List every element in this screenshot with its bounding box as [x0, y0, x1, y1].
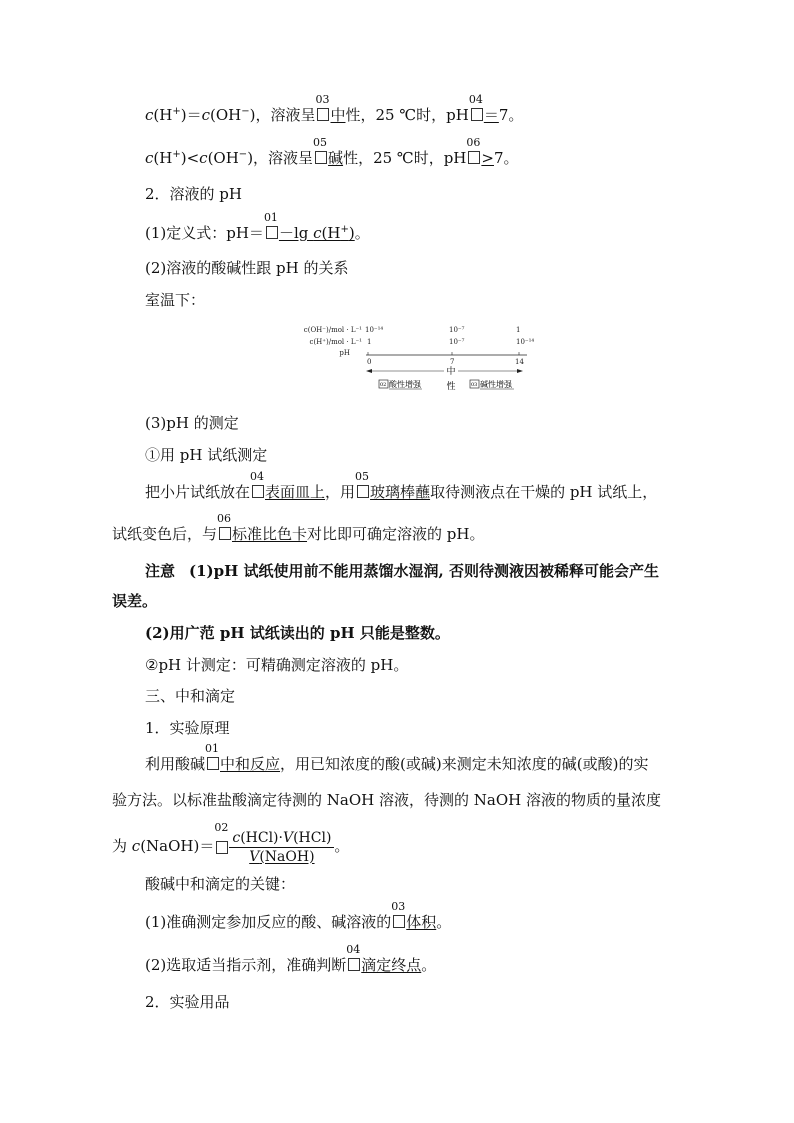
answer: 中	[330, 106, 346, 124]
box-icon	[317, 108, 329, 121]
line-principle-cont: 验方法。以标准盐酸滴定待测的 NaOH 溶液，待测的 NaOH 溶液的物质的量浓度	[112, 791, 661, 809]
box-icon	[393, 915, 405, 928]
arrowhead-left	[366, 369, 372, 373]
neutral-label-2: 性	[446, 382, 456, 392]
note-cont: 误差。	[112, 592, 158, 610]
box-icon	[219, 527, 231, 540]
box-icon	[252, 485, 264, 498]
answer: 中和反应	[220, 755, 281, 773]
paragraph: ①用 pH 试纸测定	[145, 446, 268, 464]
paragraph: 室温下：	[145, 291, 206, 309]
box-icon	[468, 151, 480, 164]
paragraph: (2)溶液的酸碱性跟 pH 的关系	[145, 259, 349, 277]
box-icon	[266, 226, 278, 239]
concentration-fraction: $\frac{\text{c(HCl)·V(HCl)}}{\text{V(NaOH)}}$	[229, 829, 334, 866]
answer: 体积	[406, 913, 437, 931]
ph-value: 7	[450, 358, 455, 366]
h-value: 10⁻¹⁴	[516, 338, 535, 346]
line-principle: 利用酸碱 01 中和反应，用已知浓度的酸(或碱)来测定未知浓度的碱(或酸)的实	[145, 742, 649, 773]
neutral-label-1: 中	[446, 367, 456, 377]
line-procedure: 把小片试纸放在 04 表面皿上，用 05 玻璃棒蘸取待测液点在干燥的 pH 试纸上，	[145, 470, 658, 501]
line-neutral: c(H+)＝c(OH−)，溶液呈 03 中性，25 ℃时，pH 04 ＝7。	[145, 93, 524, 124]
acid-number: 02	[380, 382, 387, 388]
blank-04: 04	[469, 105, 484, 125]
box-icon	[357, 485, 369, 498]
blank-04: 04	[250, 482, 265, 502]
blank-01: 01	[264, 223, 279, 243]
blank-06: 06	[217, 524, 232, 544]
oh-value: 1	[516, 326, 521, 334]
blank-04: 04	[346, 955, 361, 975]
answer: ＝	[483, 106, 499, 124]
acid-label: 酸性增强	[389, 380, 421, 389]
answer: 标准比色卡	[232, 525, 308, 543]
line-definition: (1)定义式：pH＝ 01 －lg c(H+)。	[145, 211, 370, 242]
answer: 碱	[328, 149, 344, 167]
note-2: (2)用广范 pH 试纸读出的 pH 只能是整数。	[145, 624, 450, 642]
blank-03: 03	[391, 912, 406, 932]
blank-02: 02	[214, 824, 229, 868]
blank-03: 03	[315, 105, 330, 125]
line-basic: c(H+)<c(OH−)，溶液呈 05 碱性，25 ℃时，pH 06 >7。	[145, 136, 519, 167]
subsection-heading: 2．实验用品	[145, 993, 230, 1011]
box-icon	[207, 757, 219, 770]
oh-value: 10⁻¹⁴	[365, 326, 384, 334]
ph-value: 14	[515, 358, 524, 366]
line-procedure-cont: 试纸变色后，与 06 标准比色卡对比即可确定溶液的 pH。	[112, 512, 485, 543]
oh-value: 10⁻⁷	[449, 326, 465, 334]
h-value: 1	[367, 338, 372, 346]
answer: >	[481, 149, 494, 167]
subsection-heading: 1．实验原理	[145, 719, 230, 737]
base-label: 碱性增强	[480, 380, 512, 389]
base-number: 03	[471, 382, 478, 388]
answer: 滴定终点	[361, 956, 422, 974]
answer: 玻璃棒蘸	[370, 483, 431, 501]
arrowhead-right	[517, 369, 523, 373]
box-icon	[348, 958, 360, 971]
row-label-h: c(H⁺)/mol · L⁻¹	[309, 338, 362, 346]
paragraph: ②pH 计测定：可精确测定溶液的 pH。	[145, 656, 409, 674]
blank-01: 01	[205, 754, 220, 774]
line-formula: 为 c(NaOH)＝ 02 $\frac{\text{c(HCl)·V(HCl)}}{\text{V(NaOH)}}$ 。	[112, 824, 349, 868]
blank-05: 05	[313, 148, 328, 168]
line-key-1: (1)准确测定参加反应的酸、碱溶液的 03 体积。	[145, 900, 452, 931]
box-icon	[471, 108, 483, 121]
row-label-ph: pH	[339, 349, 350, 357]
paragraph: (3)pH 的测定	[145, 414, 239, 432]
section-heading: 2．溶液的 pH	[145, 185, 242, 203]
answer: －lg c(H+)	[278, 224, 355, 242]
row-label-oh: c(OH⁻)/mol · L⁻¹	[303, 326, 362, 334]
note: 注意 (1)pH 试纸使用前不能用蒸馏水湿润, 否则待测液因被稀释可能会产生	[145, 562, 659, 580]
ph-scale-diagram	[282, 324, 542, 396]
blank-05: 05	[355, 482, 370, 502]
paragraph: 酸碱中和滴定的关键：	[145, 875, 296, 893]
blank-06: 06	[466, 148, 481, 168]
ph-value: 0	[367, 358, 372, 366]
box-icon	[315, 151, 327, 164]
line-key-2: (2)选取适当指示剂，准确判断 04 滴定终点。	[145, 943, 437, 974]
answer: 表面皿上	[265, 483, 326, 501]
section-heading: 三、中和滴定	[145, 687, 236, 705]
box-icon	[216, 841, 228, 854]
h-value: 10⁻⁷	[449, 338, 465, 346]
